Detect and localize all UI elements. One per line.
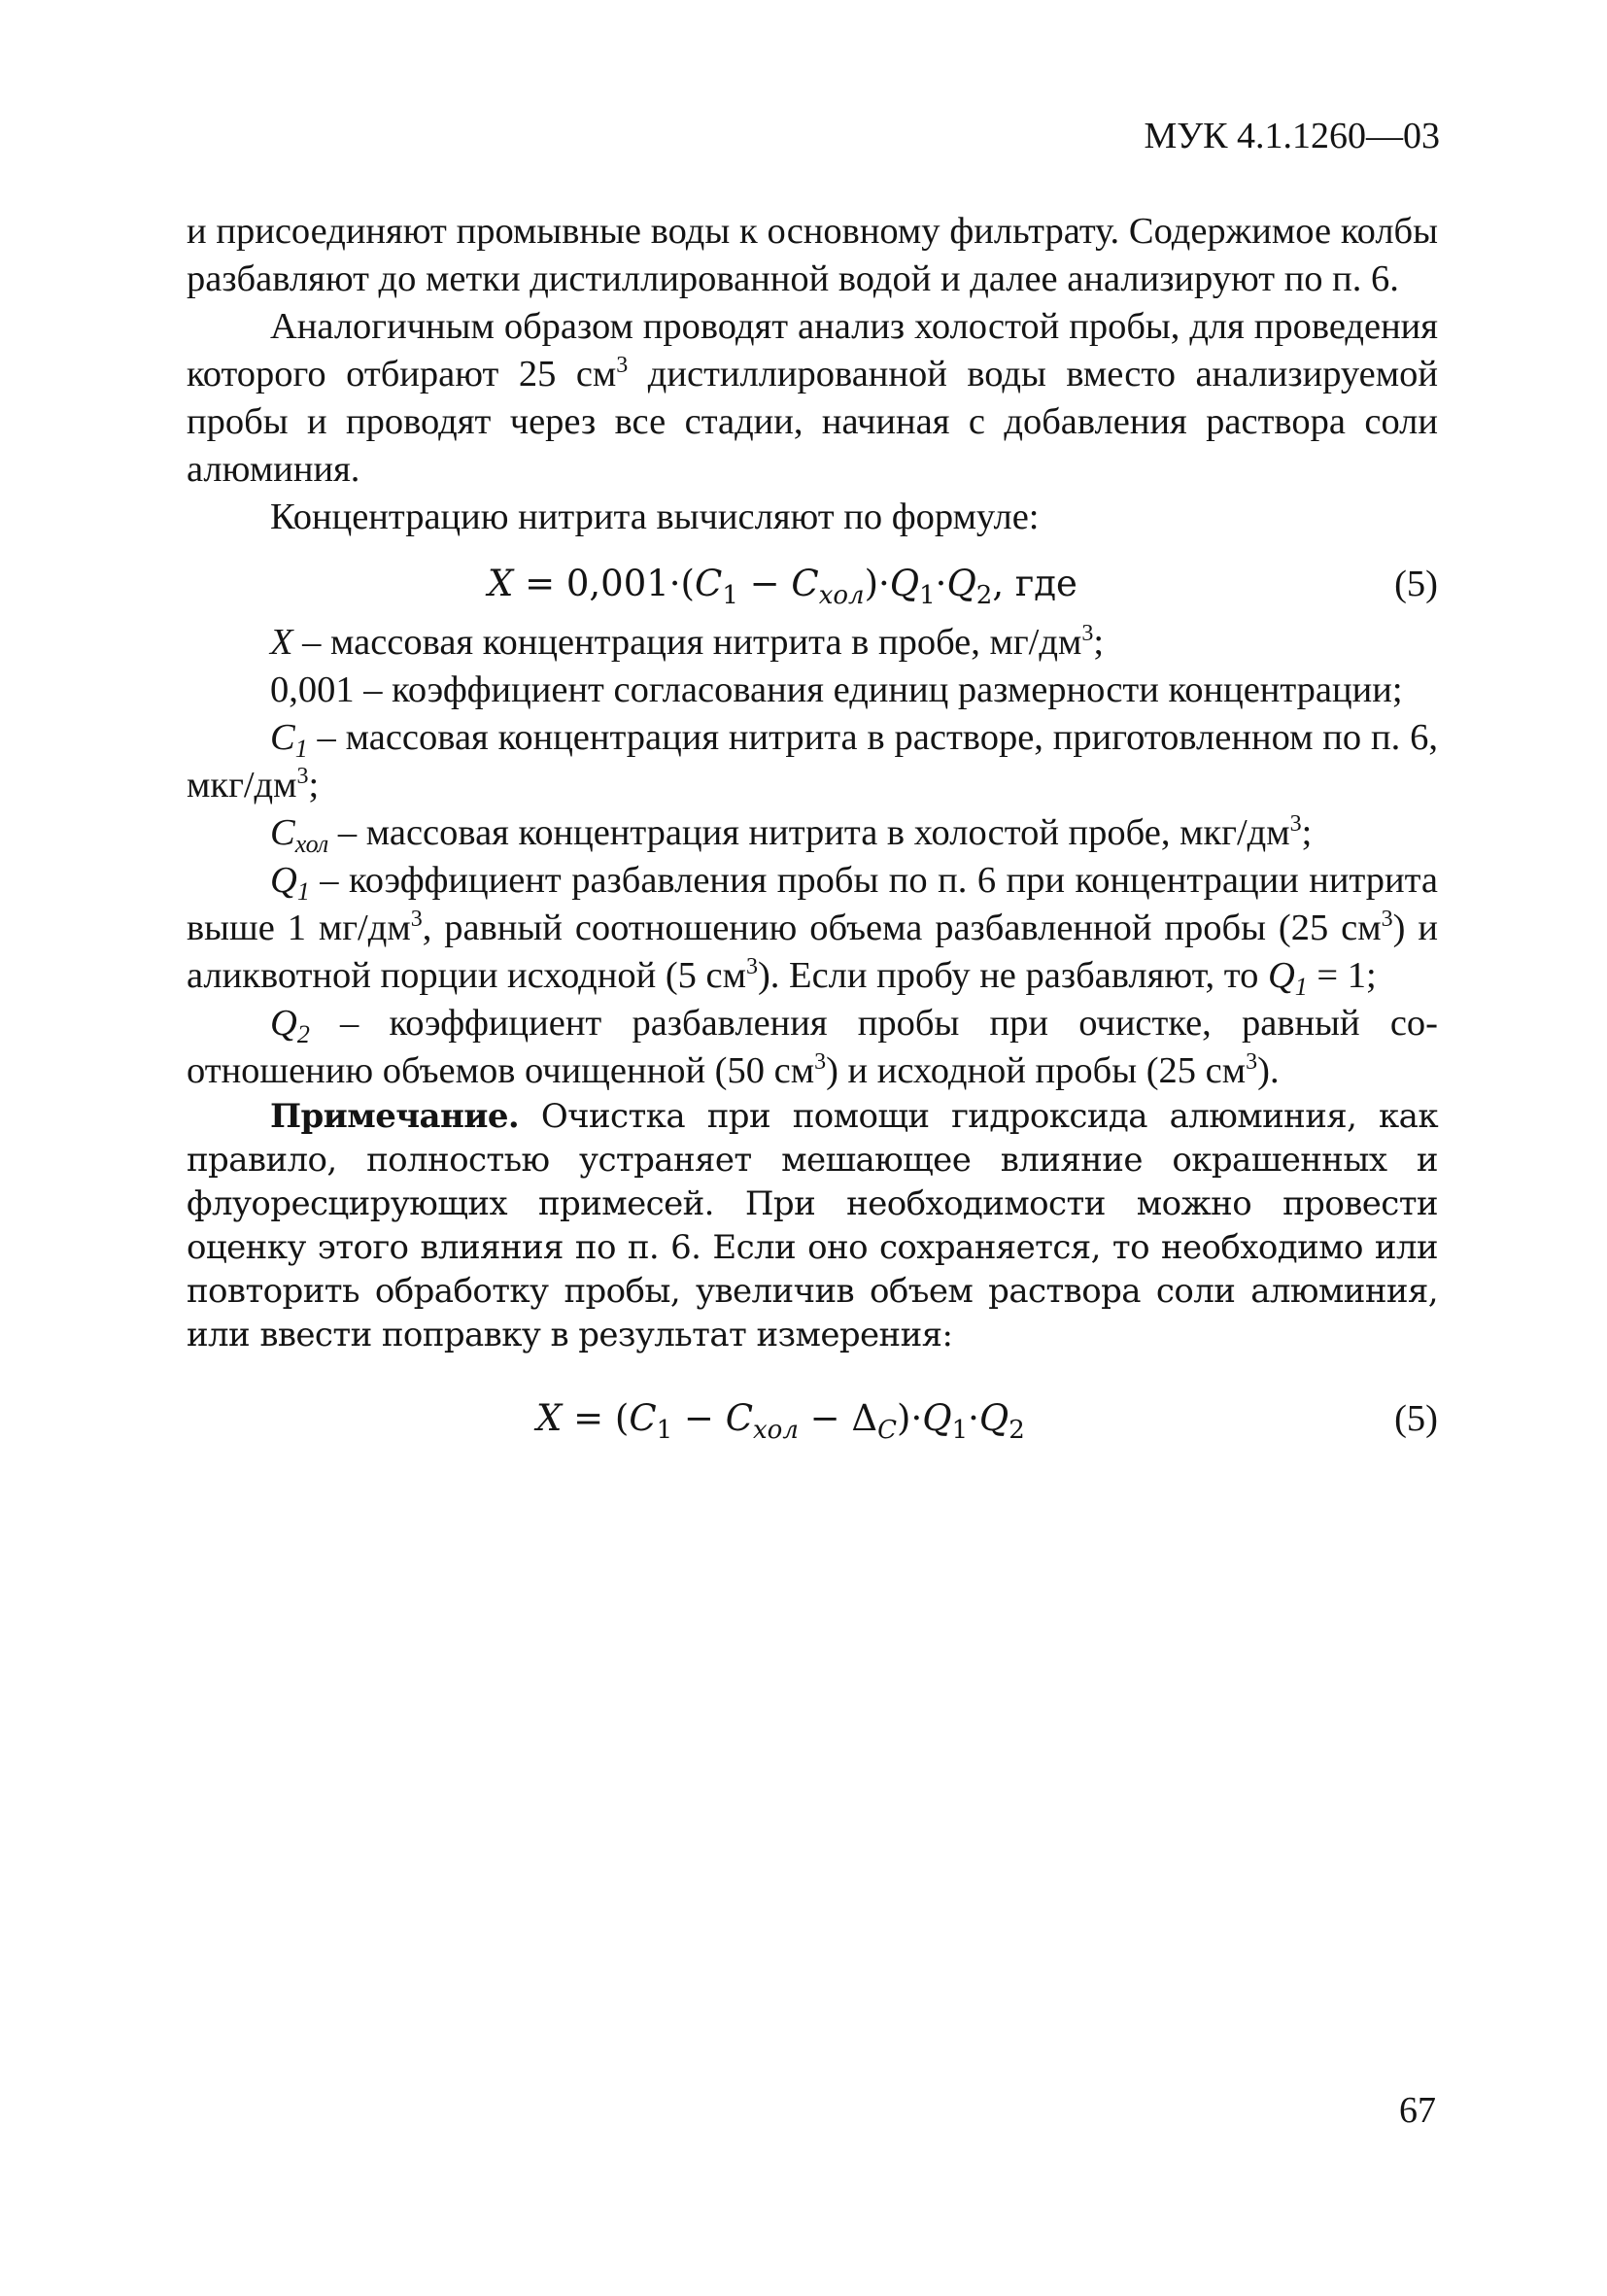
document-code-header: МУК 4.1.1260—03 <box>1144 116 1440 156</box>
formula-nitrite <box>187 549 1438 619</box>
paragraph-formula-intro: Концентрацию нитрита вычисляют по формуле: <box>270 497 1040 537</box>
page-number: 67 <box>1399 2090 1436 2131</box>
definition-q2: $Q_2$ – коэффициент разбавления пробы при очистке, равный соотношению объемов очищенной (50 $см^3$) и исходной пробы (25 $см^3$). <box>187 1003 1438 1091</box>
definition-x: X – массовая концентрация нитрита в пробе, $мг/дм^3$; <box>270 621 1105 663</box>
paragraph-continuation: и присоединяют промывные воды к основному фильтрату. Содержимое колбы разбавляют до метки дистиллированной водой и далее анализируют по п. 6. <box>187 211 1438 299</box>
formula-expression: $X = 0,001\cdot(C_1 - C_{хол})\cdot Q_1\cdot Q_2$, где <box>488 563 1077 610</box>
paragraph-blank-sample: Аналогичным образом проводят анализ холостой пробы, для проведения которого отбирают 25 $см^3$ дистиллированной воды вместо анализируемой пробы и проводят через все стадии, начиная с добавления раствора соли алюминия. <box>187 306 1438 490</box>
note-paragraph: Примечание. Очистка при помощи гидроксида алюминия, как правило, полностью устраняет мешающее влияние окрашенных и флуоресцирующих примесей. При необходимости можно провести оценку этого влияния по п. 6. Если оно сохраняется, то необходимо или повторить обработку пробы, увеличив объем раствора соли алюминия, или ввести поправку в результат измерения: <box>187 1097 1438 1354</box>
definition-c-blank: $C_{хол}$ – массовая концентрация нитрита в холостой пробе, мкг/$дм^3$; <box>270 811 1313 858</box>
definition-q1: $Q_1$ – коэффициент разбавления пробы по п. 6 при концентрации нитрита выше 1 $мг/дм^3$, равный соотношению объема разбавленной пробы (25 $см^3$) и аликвотной порции исходной (5 $см^3$). Если пробу не разбавляют, то $Q_1 = 1$; <box>187 860 1438 1001</box>
formula-number: (5) <box>1394 564 1438 604</box>
formula-corrected <box>187 1377 1438 1460</box>
formula-corrected-number: (5) <box>1394 1398 1438 1439</box>
page-body <box>187 208 1438 1460</box>
note-label: Примечание. <box>270 1097 520 1136</box>
definition-coefficient: 0,001 – коэффициент согласования единиц размерности концентрации; <box>270 669 1403 710</box>
definition-c1: $C_1$ – массовая концентрация нитрита в растворе, приготовленном по п. 6, мкг/$дм^3$; <box>187 717 1438 805</box>
formula-corrected-expression: $X = (C_1 - C_{хол} - \Delta_C)\cdot Q_1\cdot Q_2$ <box>536 1397 1025 1445</box>
